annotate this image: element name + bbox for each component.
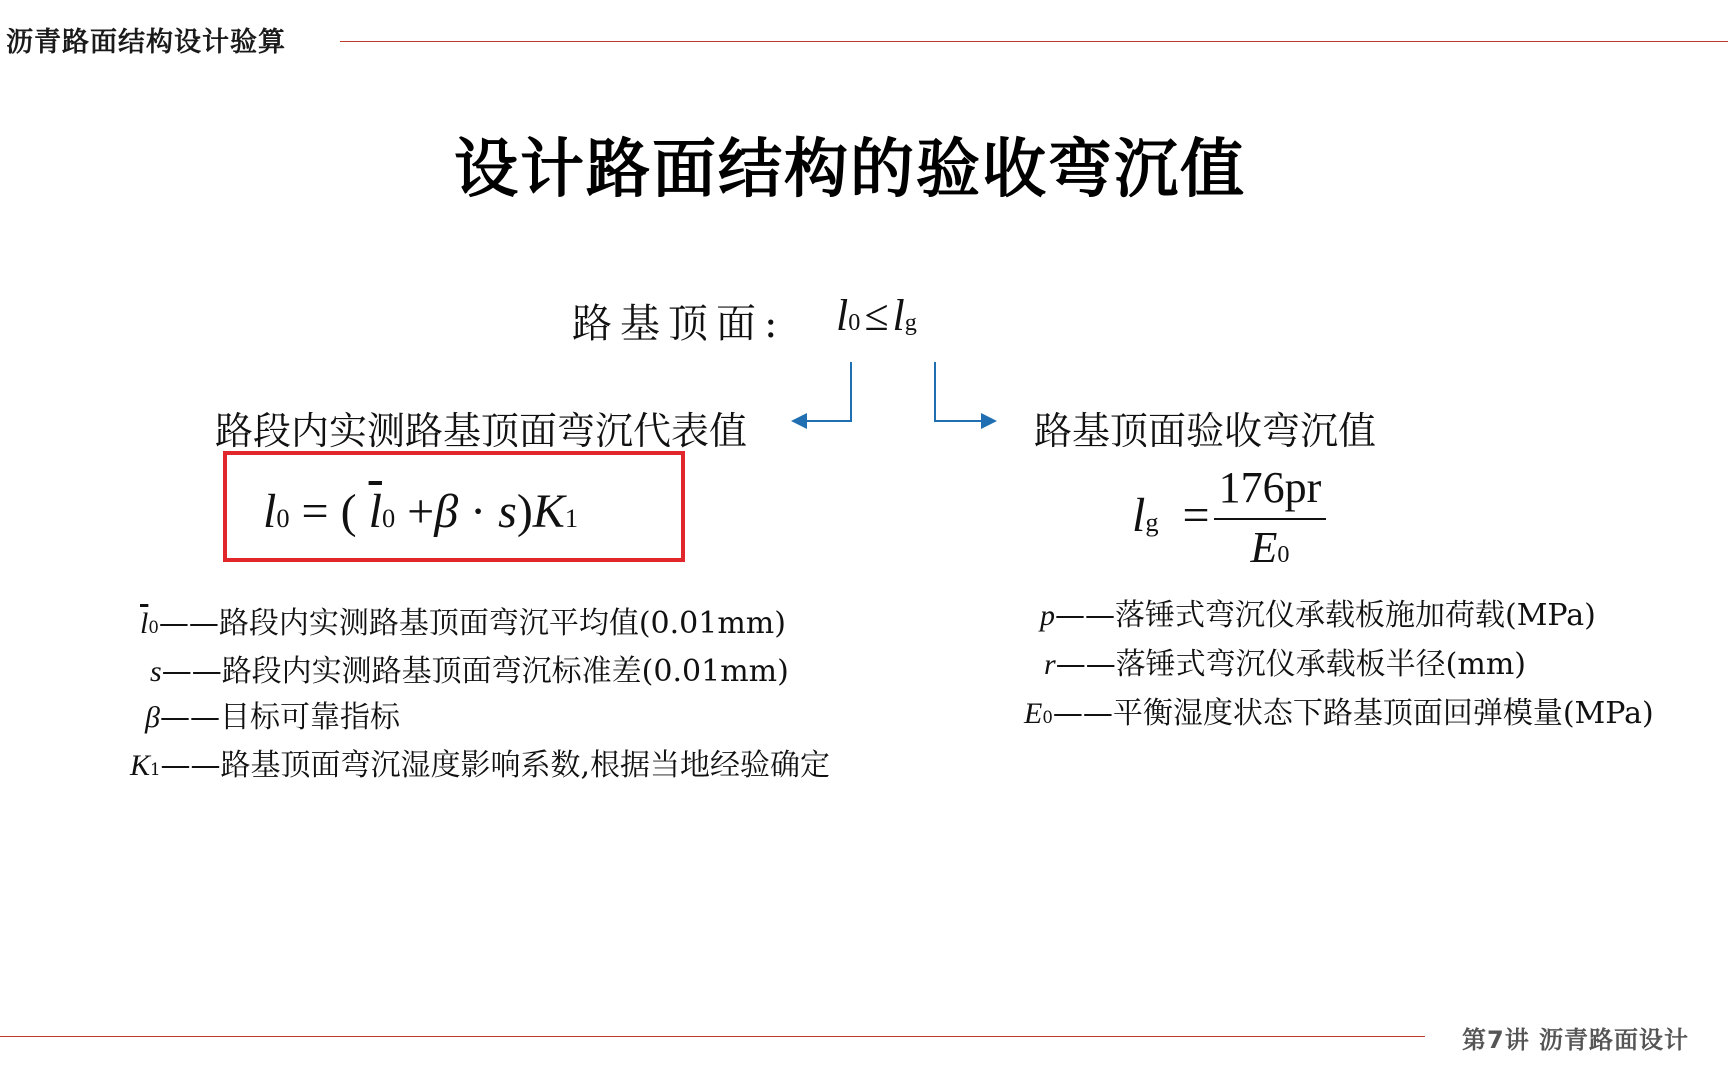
footer-divider bbox=[0, 1036, 1425, 1037]
rf-den-sub: 0 bbox=[1277, 541, 1290, 568]
right-definition-1: p——落锤式弯沉仪承载板施加荷载(MPa) bbox=[1040, 598, 1596, 633]
fraction-bar bbox=[1214, 518, 1326, 520]
right-definition-3: E0——平衡湿度状态下路基顶面回弹模量(MPa) bbox=[1024, 696, 1654, 731]
arrow-left bbox=[795, 362, 851, 421]
f-s: s bbox=[498, 485, 517, 538]
fraction-numerator: 176pr bbox=[1218, 463, 1322, 512]
left-definition-3: β——目标可靠指标 bbox=[145, 700, 400, 735]
rf-eq: = bbox=[1182, 489, 1210, 542]
left-definition-4: K1——路基顶面弯沉湿度影响系数,根据当地经验确定 bbox=[130, 748, 831, 783]
f-eq: = ( bbox=[301, 485, 357, 538]
rf-lhs-sub: g bbox=[1145, 507, 1159, 537]
fraction-denominator bbox=[1214, 522, 1326, 573]
f-lhs-sub: 0 bbox=[276, 503, 290, 533]
rf-den: E bbox=[1250, 523, 1278, 572]
f-k: K bbox=[532, 485, 565, 538]
arrow-right bbox=[935, 362, 993, 421]
right-definition-2: r——落锤式弯沉仪承载板半径(mm) bbox=[1044, 647, 1526, 682]
cond-lhs-sub: 0 bbox=[848, 309, 861, 336]
header-title: 沥青路面结构设计验算 bbox=[6, 27, 286, 58]
rf-lhs: l bbox=[1132, 489, 1146, 542]
f-beta: β bbox=[434, 485, 459, 538]
left-heading: 路段内实测路基顶面弯沉代表值 bbox=[215, 409, 748, 453]
cond-op: ≤ bbox=[864, 291, 889, 340]
acceptance-deflection-lhs bbox=[1132, 488, 1210, 543]
f-lbar: $\overline{l}$ bbox=[368, 485, 382, 538]
cond-rhs-sub: g bbox=[904, 309, 917, 336]
f-k-sub: 1 bbox=[564, 503, 579, 533]
cond-lhs: l bbox=[836, 291, 849, 340]
left-definition-2: s——路段内实测路基顶面弯沉标准差(0.01mm) bbox=[150, 654, 789, 689]
right-heading: 路基顶面验收弯沉值 bbox=[1034, 409, 1377, 453]
f-lhs: l bbox=[263, 485, 277, 538]
f-dot: · bbox=[470, 485, 487, 538]
representative-deflection-formula bbox=[263, 484, 578, 539]
f-lbar-sub: 0 bbox=[381, 503, 396, 533]
page-title: 设计路面结构的验收弯沉值 bbox=[454, 133, 1246, 207]
f-close: ) bbox=[516, 485, 533, 538]
left-definition-1: $\overline{l}0——$路段内实测路基顶面弯沉平均值(0.01mm) bbox=[140, 606, 786, 641]
footer-lecture-label: 第7讲 沥青路面设计 bbox=[1462, 1026, 1690, 1054]
f-plus: + bbox=[407, 485, 435, 538]
condition-label: 路基顶面: bbox=[572, 301, 786, 347]
cond-rhs: l bbox=[892, 291, 905, 340]
